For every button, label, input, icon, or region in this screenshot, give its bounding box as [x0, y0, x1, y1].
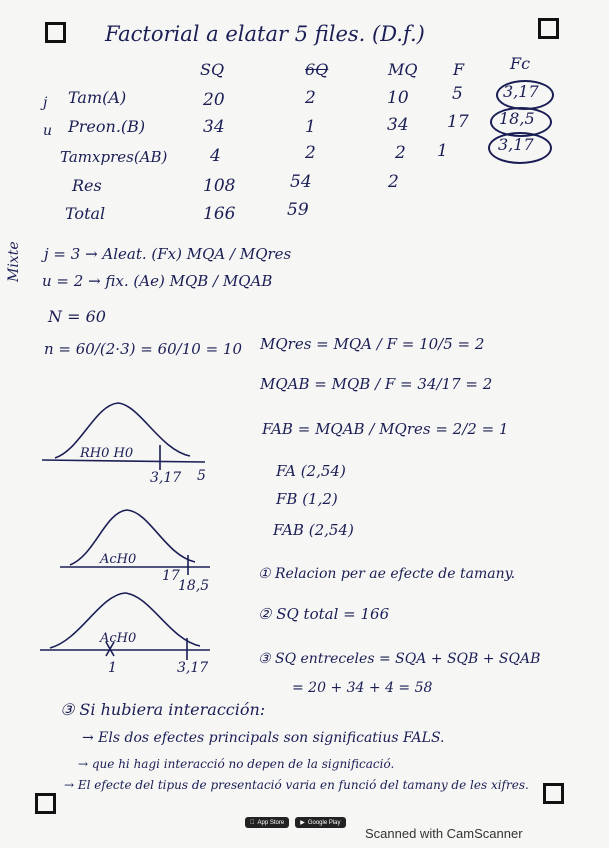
- row-label: Res: [72, 176, 102, 195]
- col-header-mq: MQ: [388, 60, 418, 79]
- cell-gl: 1: [305, 117, 316, 137]
- row-label: Tamxpres(AB): [60, 148, 168, 166]
- formula: MQAB = MQB / F = 34/17 = 2: [260, 375, 493, 393]
- curve-region-label: AcH0: [100, 631, 137, 646]
- note-line: ① Relacion per ae efecte de tamany.: [258, 566, 516, 582]
- curve-critical-value: 3,17: [150, 470, 182, 486]
- definition-line: u = 2 → fix. (Ae) MQB / MQAB: [42, 272, 273, 290]
- cell-sq: 34: [203, 117, 225, 137]
- cell-fc: 3,17: [498, 135, 534, 154]
- cell-gl: 2: [305, 143, 316, 163]
- play-icon: ▶: [295, 820, 301, 826]
- curve-3: [40, 593, 210, 660]
- row-label: Total: [65, 204, 106, 223]
- cell-mq: 2: [395, 143, 406, 163]
- cell-gl: 2: [305, 88, 316, 108]
- col-header-gl: 6Q: [305, 60, 329, 79]
- cell-mq: 10: [387, 88, 409, 108]
- note-line: ③ SQ entreceles = SQA + SQB + SQAB: [258, 651, 541, 667]
- curve-extra-value: 18,5: [178, 578, 210, 594]
- cell-f: 17: [447, 112, 469, 132]
- app-store-badge[interactable]: [245, 817, 289, 828]
- formula: FAB = MQAB / MQres = 2/2 = 1: [262, 420, 509, 438]
- col-header-fc: Fc: [510, 54, 531, 73]
- cell-mq: 2: [388, 172, 399, 192]
- row-dof: j: [43, 95, 48, 111]
- bottom-line: → Els dos efectes principals son significatius FALS.: [82, 730, 445, 746]
- formula: MQres = MQA / F = 10/5 = 2: [260, 335, 485, 353]
- note-line: ② SQ total = 166: [258, 605, 390, 623]
- curve-critical-value: 3,17: [177, 660, 209, 676]
- bottom-line: → El efecte del tipus de presentació varia en funció del tamany de les xifres.: [64, 778, 529, 792]
- badge-label: App Store: [253, 819, 280, 826]
- cell-sq: 4: [210, 146, 221, 166]
- row-dof: u: [43, 123, 53, 139]
- cell-f: 5: [452, 84, 463, 104]
- col-header-f: F: [453, 60, 465, 79]
- apple-icon: [250, 820, 255, 826]
- f-value: FB (1,2): [276, 490, 338, 508]
- row-label: Tam(A): [68, 88, 127, 107]
- curve-region-label: AcH0: [100, 552, 137, 567]
- bottom-line: → que hi hagi interacció no depen de la significació.: [78, 757, 395, 771]
- n-total: N = 60: [48, 307, 106, 326]
- curve-region-label: RH0 H0: [80, 446, 134, 461]
- cell-f: 1: [437, 141, 448, 161]
- camscanner-watermark: Scanned with CamScanner: [365, 826, 523, 841]
- note-line: = 20 + 34 + 4 = 58: [292, 680, 433, 696]
- cell-gl: 54: [290, 172, 312, 192]
- mixte-label: Mixte: [6, 241, 22, 282]
- cell-mq: 34: [387, 115, 409, 135]
- curve-extra-value: 5: [197, 468, 206, 484]
- f-value: FAB (2,54): [273, 521, 354, 539]
- page-title: Factorial a elatar 5 files. (D.f.): [105, 22, 425, 46]
- cell-sq: 20: [203, 90, 225, 110]
- cell-fc: 3,17: [503, 82, 539, 101]
- store-badges: [245, 817, 346, 828]
- f-value: FA (2,54): [276, 462, 346, 480]
- google-play-badge[interactable]: [295, 817, 345, 828]
- cell-gl: 59: [287, 200, 309, 220]
- badge-label: Google Play: [303, 819, 336, 826]
- n-calc: n = 60/(2·3) = 60/10 = 10: [44, 340, 242, 358]
- cell-sq: 108: [203, 176, 236, 196]
- cell-fc: 18,5: [499, 109, 535, 128]
- row-label: Preon.(B): [68, 117, 146, 136]
- definition-line: j = 3 → Aleat. (Fx) MQA / MQres: [44, 245, 292, 263]
- curve-extra-value: 1: [108, 660, 117, 676]
- curve-critical-value: 17: [162, 568, 180, 584]
- cell-sq: 166: [203, 204, 236, 224]
- col-header-sq: SQ: [200, 60, 225, 79]
- bottom-heading: ③ Si hubiera interacción:: [60, 700, 266, 719]
